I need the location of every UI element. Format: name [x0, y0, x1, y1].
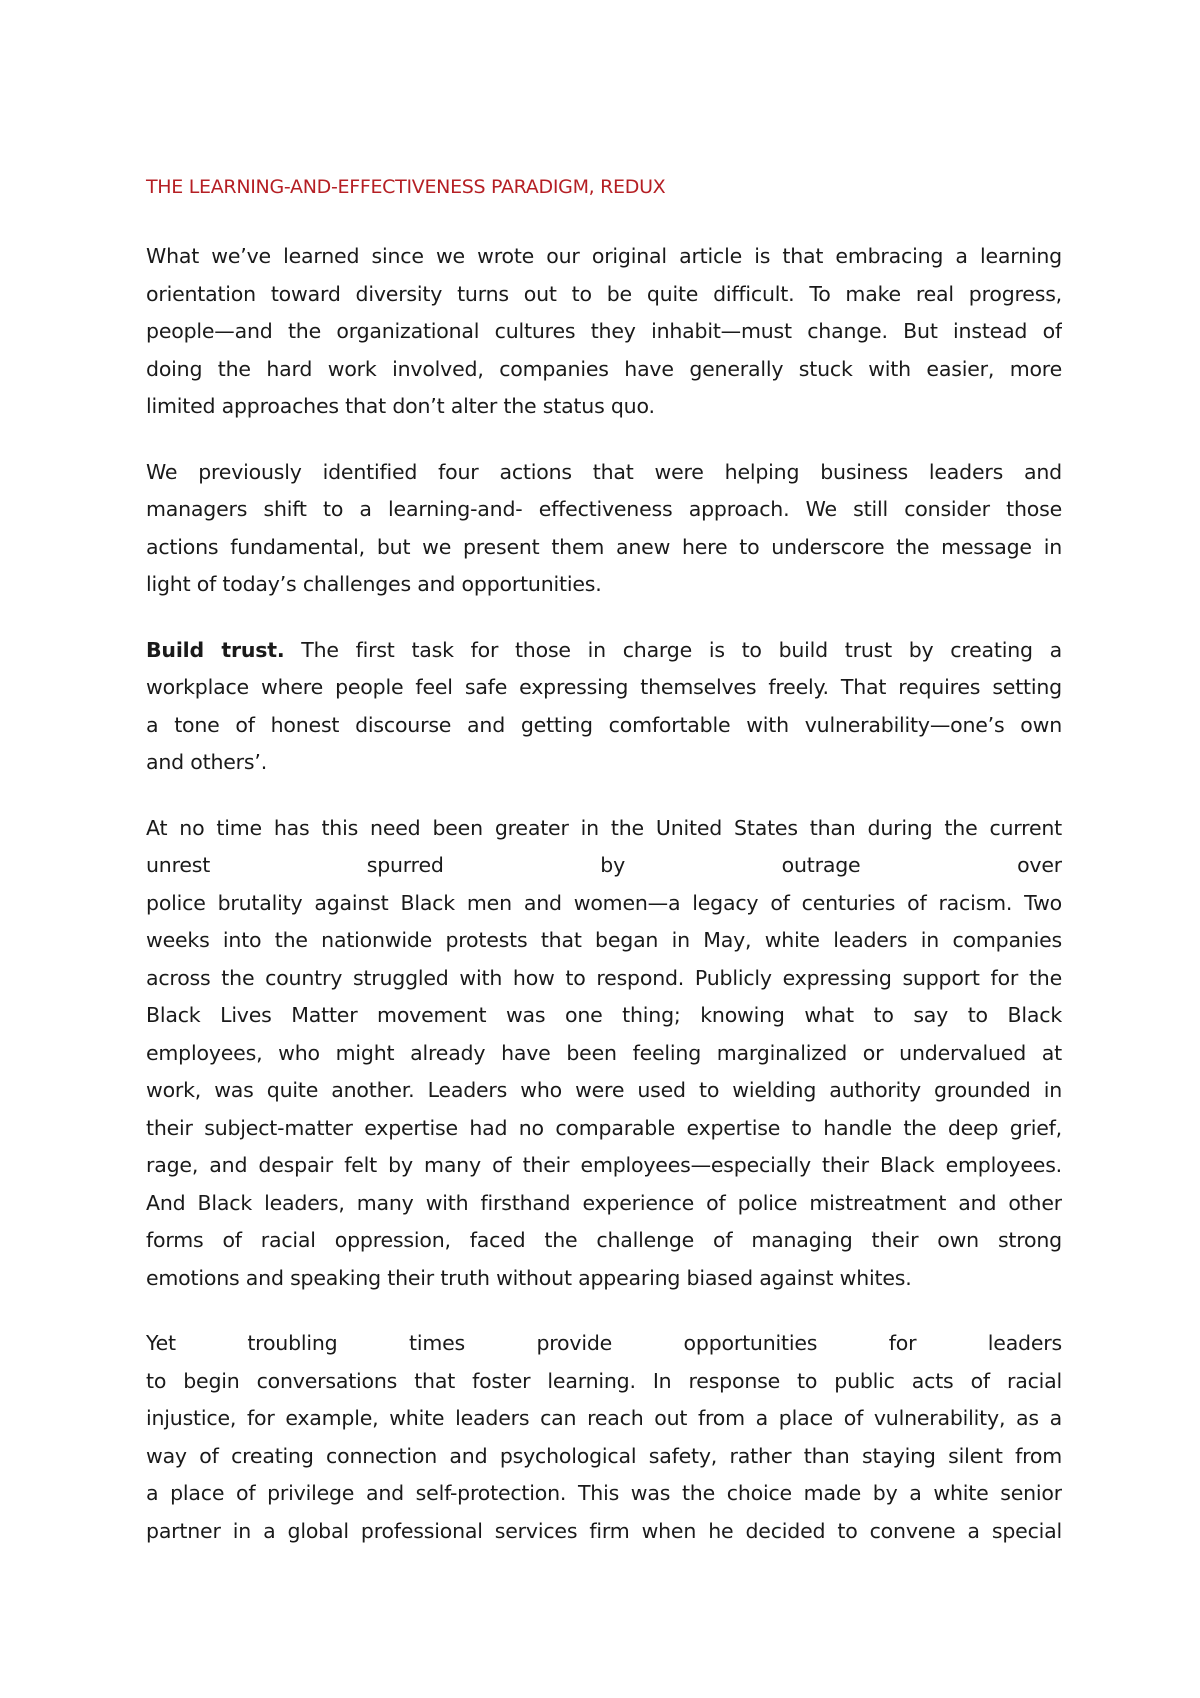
paragraph-lead: Build trust.: [146, 637, 285, 662]
text-line: to begin conversations that foster learning. In response to public acts of racial: [146, 1368, 1062, 1393]
text-line: their subject-matter expertise had no comparable expertise to handle the deep grief,: [146, 1115, 1062, 1140]
text-line: and others’.: [146, 750, 268, 774]
text-line: way of creating connection and psychological safety, rather than staying silent from: [146, 1443, 1062, 1468]
text-line: Black Lives Matter movement was one thing; knowing what to say to Black: [146, 1003, 1062, 1027]
text-line: doing the hard work involved, companies have generally stuck with easier, more: [146, 356, 1062, 381]
text-line: people—and the organizational cultures they inhabit—must change. But instead of: [146, 319, 1062, 343]
document-page: [146, 170, 1062, 1578]
text-line: managers shift to a learning-and- effectiveness approach. We still consider those: [146, 497, 1062, 521]
text-line: injustice, for example, white leaders can reach out from a place of vulnerability, as a: [146, 1406, 1062, 1430]
lead-continuation: The first task for those in charge is to build trust by creating a: [284, 637, 1062, 662]
text-line: workplace where people feel safe expressing themselves freely. That requires setting: [146, 675, 1062, 699]
text-line: light of today’s challenges and opportunities.: [146, 572, 602, 596]
text-line: a place of privilege and self-protection. This was the choice made by a white senior: [146, 1481, 1062, 1505]
text-line: rage, and despair felt by many of their employees—especially their Black employees.: [146, 1153, 1062, 1177]
text-line: a tone of honest discourse and getting comfortable with vulnerability—one’s own: [146, 712, 1062, 737]
text-line: work, was quite another. Leaders who were used to wielding authority grounded in: [146, 1078, 1062, 1102]
text-line: forms of racial oppression, faced the challenge of managing their own strong: [146, 1228, 1062, 1252]
text-line: Yet troubling times provide opportunities for leaders: [146, 1331, 1062, 1355]
paragraph-1: [146, 238, 1062, 426]
text-line: across the country struggled with how to respond. Publicly expressing support for the: [146, 965, 1062, 990]
text-line: employees, who might already have been feeling marginalized or undervalued at: [146, 1040, 1062, 1065]
paragraph-5: [146, 1325, 1062, 1550]
text-line: At no time has this need been greater in the United States than during the current: [146, 815, 1062, 840]
text-line: emotions and speaking their truth without appearing biased against whites.: [146, 1265, 912, 1290]
text-line: police brutality against Black men and women—a legacy of centuries of racism. Two: [146, 890, 1062, 915]
text-line: And Black leaders, many with firsthand experience of police mistreatment and other: [146, 1190, 1062, 1215]
section-heading: THE LEARNING-AND-EFFECTIVENESS PARADIGM, REDUX: [146, 176, 666, 198]
text-line: unrest spurred by outrage over: [146, 853, 1062, 877]
text-line: We previously identified four actions that were helping business leaders and: [146, 459, 1062, 484]
text-line: weeks into the nationwide protests that began in May, white leaders in companies: [146, 928, 1062, 952]
text-line: partner in a global professional services firm when he decided to convene a special: [146, 1518, 1062, 1543]
text-line: orientation toward diversity turns out to be quite difficult. To make real progress,: [146, 281, 1062, 306]
paragraph-4: [146, 810, 1062, 1298]
text-line: limited approaches that don’t alter the status quo.: [146, 394, 655, 418]
paragraph-2: [146, 454, 1062, 604]
text-line: What we’ve learned since we wrote our original article is that embracing a learning: [146, 244, 1062, 268]
paragraph-3: [146, 632, 1062, 782]
text-line: actions fundamental, but we present them anew here to underscore the message in: [146, 534, 1062, 559]
text-line: [146, 632, 1062, 670]
